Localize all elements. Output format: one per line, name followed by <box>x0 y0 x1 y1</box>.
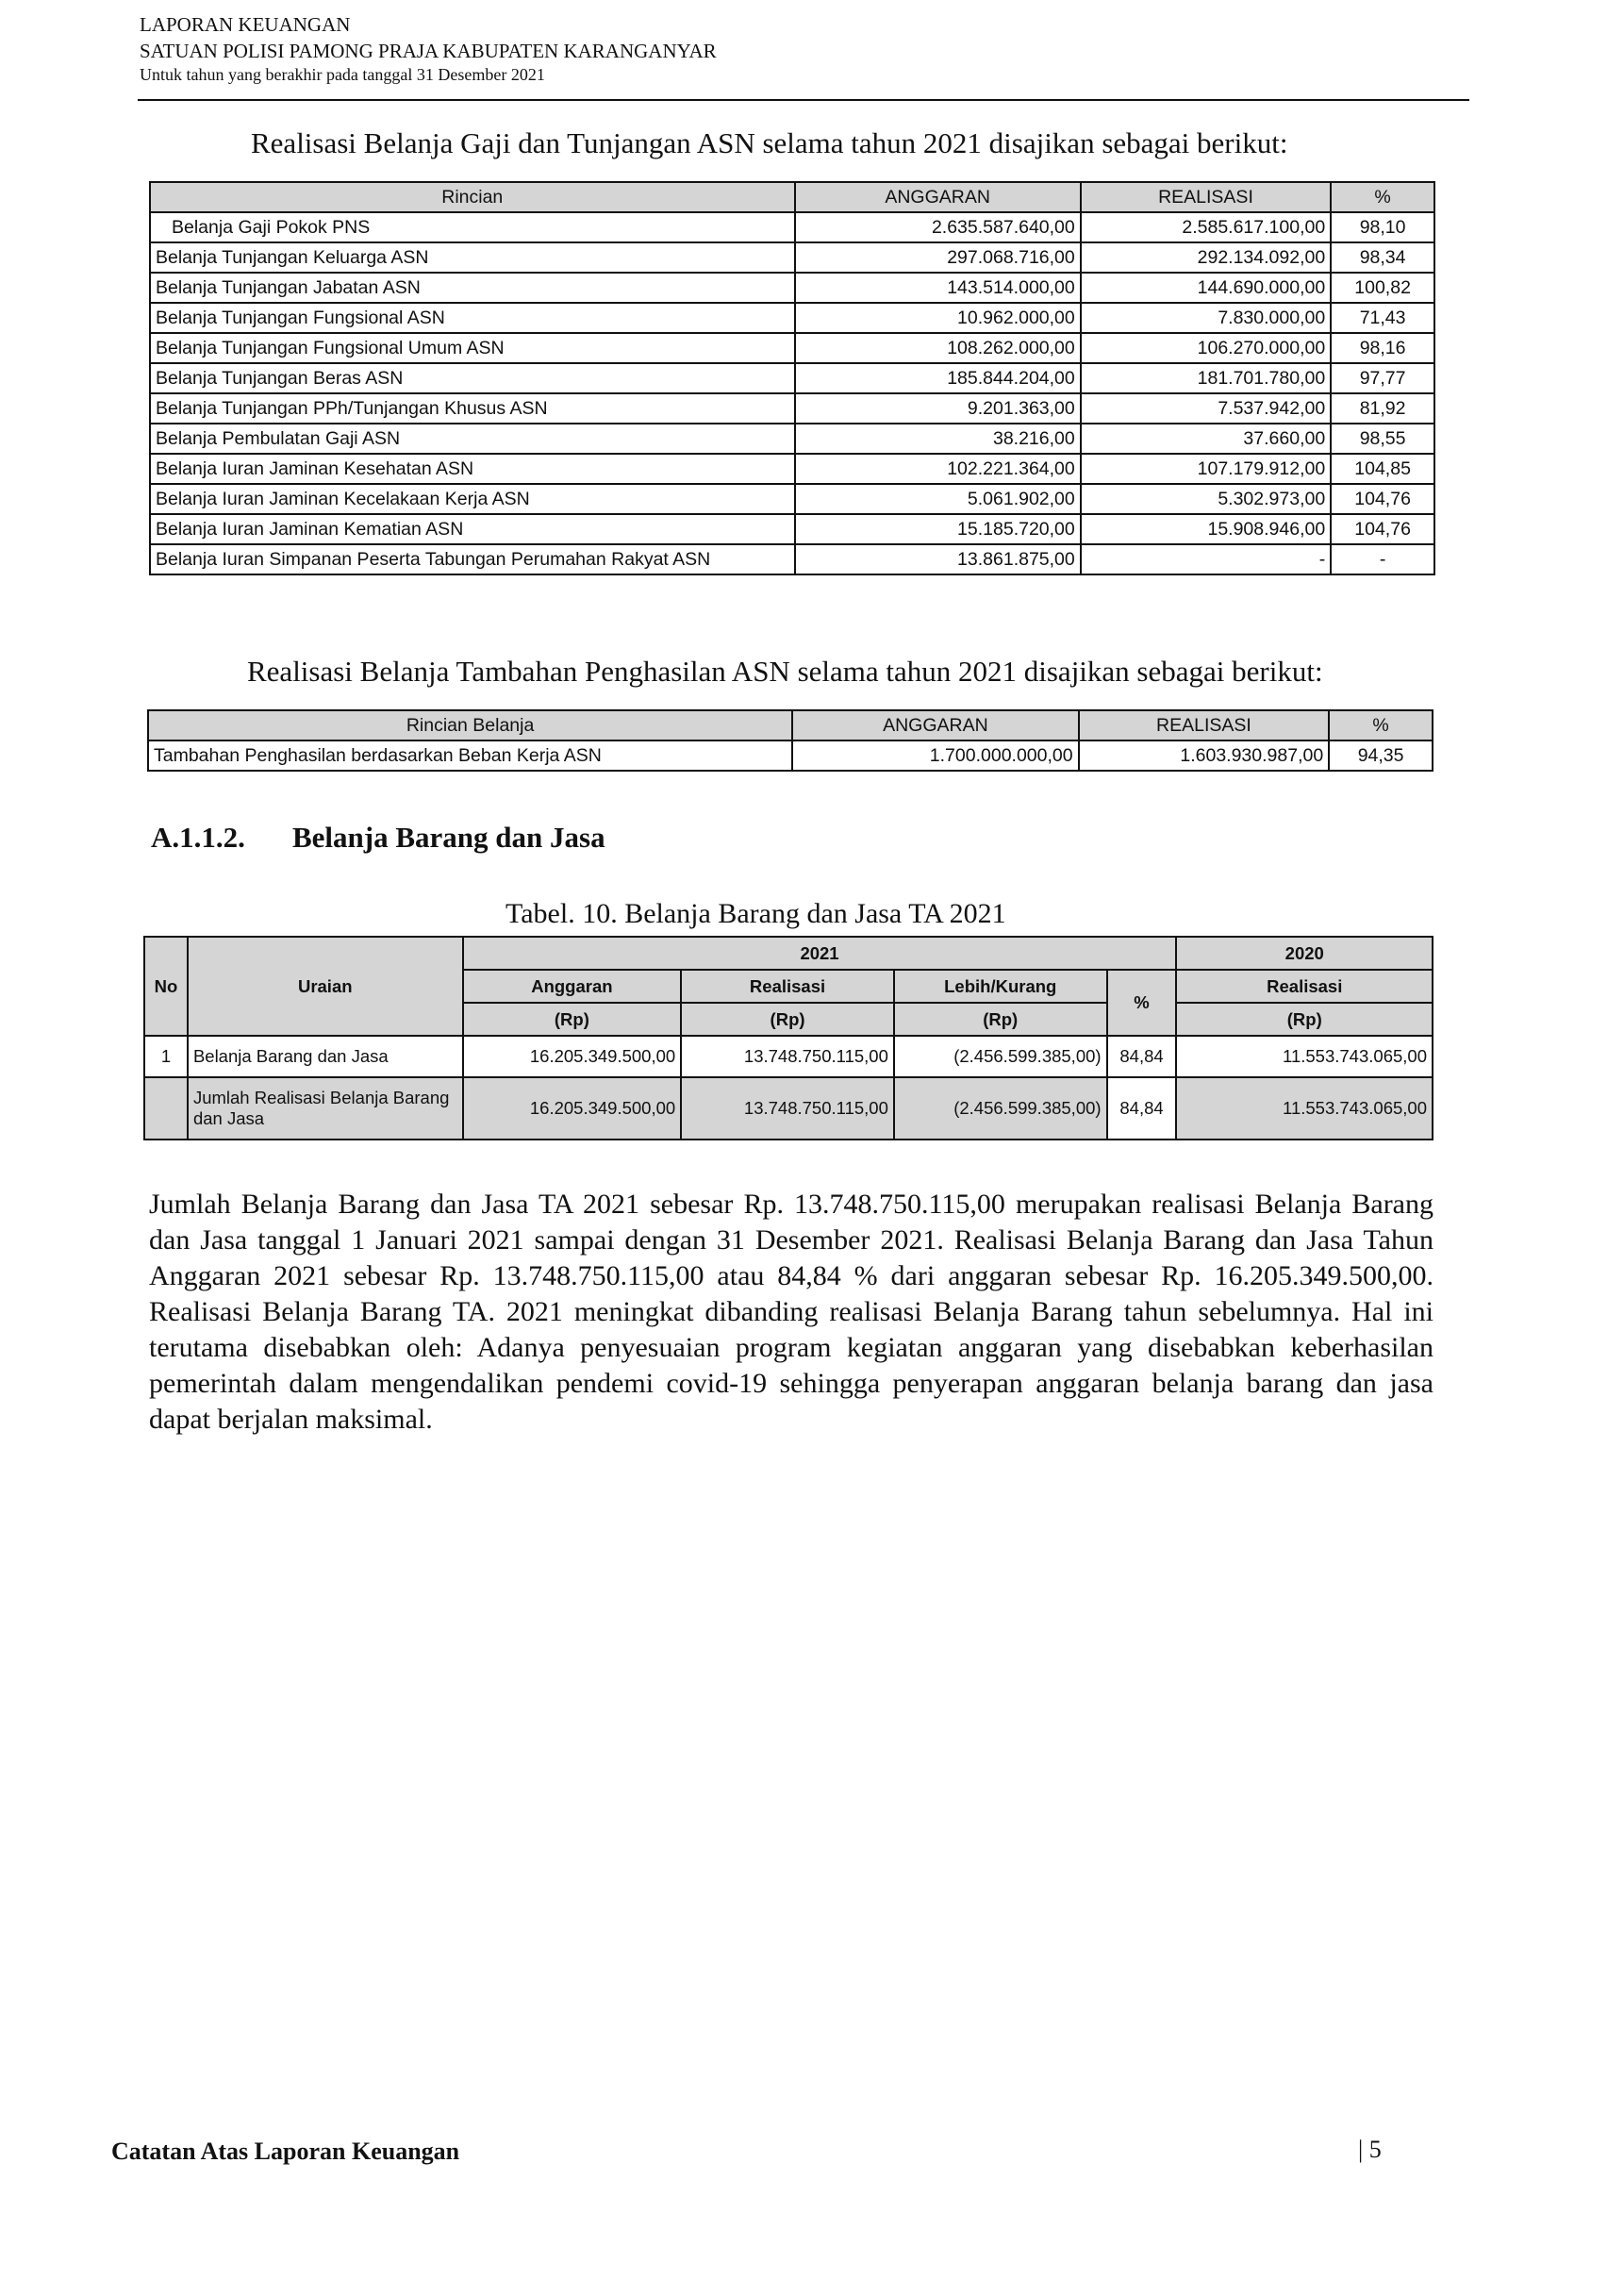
header-divider <box>138 99 1469 101</box>
cell-rincian: Belanja Iuran Jaminan Kematian ASN <box>150 514 795 544</box>
col-header-unit: (Rp) <box>1176 1003 1433 1036</box>
gaji-table-body <box>150 212 1434 574</box>
cell-rincian: Belanja Iuran Jaminan Kecelakaan Kerja ASN <box>150 484 795 514</box>
cell-anggaran: 10.962.000,00 <box>795 303 1081 333</box>
cell-percent: - <box>1331 544 1434 574</box>
total-label-line2: dan Jasa <box>192 1108 265 1128</box>
table-row <box>148 740 1433 771</box>
cell-anggaran: 297.068.716,00 <box>795 242 1081 273</box>
cell-realisasi: 107.179.912,00 <box>1081 454 1331 484</box>
table-total-row <box>144 1077 1433 1140</box>
cell-no: 1 <box>144 1036 188 1077</box>
cell-rincian: Belanja Tunjangan Fungsional ASN <box>150 303 795 333</box>
cell-realisasi: - <box>1081 544 1331 574</box>
cell-rincian: Belanja Tunjangan PPh/Tunjangan Khusus ASN <box>150 393 795 424</box>
page-number: | 5 <box>1358 2136 1382 2163</box>
cell-realisasi: 1.603.930.987,00 <box>1079 740 1330 771</box>
cell-rincian: Belanja Tunjangan Beras ASN <box>150 363 795 393</box>
col-header-uraian: Uraian <box>188 937 463 1036</box>
table-row <box>150 484 1434 514</box>
col-header-rincian-belanja: Rincian Belanja <box>148 710 792 740</box>
cell-anggaran: 16.205.349.500,00 <box>463 1036 682 1077</box>
section-number: A.1.1.2. <box>151 821 245 854</box>
table-row <box>150 424 1434 454</box>
header-period: Untuk tahun yang berakhir pada tanggal 31 Desember 2021 <box>140 65 545 84</box>
cell-percent: 104,76 <box>1331 484 1434 514</box>
col-header-lebih-kurang: Lebih/Kurang <box>894 970 1107 1003</box>
cell-anggaran: 185.844.204,00 <box>795 363 1081 393</box>
table-row <box>150 514 1434 544</box>
cell-anggaran: 13.861.875,00 <box>795 544 1081 574</box>
cell-anggaran: 2.635.587.640,00 <box>795 212 1081 242</box>
cell-percent: 98,55 <box>1331 424 1434 454</box>
gaji-table <box>149 181 1435 575</box>
col-header-unit: (Rp) <box>463 1003 682 1036</box>
cell-rincian: Belanja Tunjangan Keluarga ASN <box>150 242 795 273</box>
cell-percent: 97,77 <box>1331 363 1434 393</box>
section-title: Belanja Barang dan Jasa <box>292 821 605 854</box>
cell-realisasi-total: 13.748.750.115,00 <box>681 1077 894 1140</box>
cell-uraian-total <box>188 1077 463 1140</box>
table-row <box>150 303 1434 333</box>
col-header-realisasi: REALISASI <box>1081 182 1331 212</box>
barang-table <box>143 936 1433 1140</box>
table-row <box>150 544 1434 574</box>
col-header-2020: 2020 <box>1176 937 1433 970</box>
cell-anggaran: 143.514.000,00 <box>795 273 1081 303</box>
col-header-realisasi-2020: Realisasi <box>1176 970 1433 1003</box>
tpp-table <box>147 709 1433 772</box>
cell-rincian: Belanja Iuran Jaminan Kesehatan ASN <box>150 454 795 484</box>
table-row <box>150 363 1434 393</box>
body-paragraph: Jumlah Belanja Barang dan Jasa TA 2021 sebesar Rp. 13.748.750.115,00 merupakan realisasi Belanja Barang dan Jasa tanggal 1 Januari 2021 sampai dengan 31 Desember 2021. Realisasi Belanja Barang dan Jasa Tahun Anggaran 2021 sebesar Rp. 13.748.750.115,00 atau 84,84 % dari anggaran sebesar Rp. 16.205.349.500,00. Realisasi Belanja Barang TA. 2021 meningkat dibanding realisasi Belanja Barang tahun sebelumnya. Hal ini terutama disebabkan oleh: Adanya penyesuaian program kegiatan anggaran yang disebabkan keberhasilan pemerintah dalam mengendalikan pendemi covid-19 sehingga penyerapan anggaran belanja barang dan jasa dapat berjalan maksimal. <box>149 1189 1433 1435</box>
col-header-unit: (Rp) <box>681 1003 894 1036</box>
table-row <box>150 454 1434 484</box>
cell-anggaran: 102.221.364,00 <box>795 454 1081 484</box>
col-header-unit: (Rp) <box>894 1003 1107 1036</box>
cell-anggaran: 5.061.902,00 <box>795 484 1081 514</box>
cell-percent: 98,10 <box>1331 212 1434 242</box>
col-header-anggaran: Anggaran <box>463 970 682 1003</box>
header-title: LAPORAN KEUANGAN <box>140 13 351 36</box>
cell-percent: 100,82 <box>1331 273 1434 303</box>
cell-realisasi: 106.270.000,00 <box>1081 333 1331 363</box>
cell-anggaran: 15.185.720,00 <box>795 514 1081 544</box>
col-header-anggaran: ANGGARAN <box>792 710 1078 740</box>
cell-anggaran: 38.216,00 <box>795 424 1081 454</box>
cell-uraian: Belanja Barang dan Jasa <box>188 1036 463 1077</box>
page-header <box>140 11 1469 85</box>
col-header-rincian: Rincian <box>150 182 795 212</box>
cell-realisasi: 7.830.000,00 <box>1081 303 1331 333</box>
barang-caption: Tabel. 10. Belanja Barang dan Jasa TA 2021 <box>505 898 1006 929</box>
col-header-realisasi: REALISASI <box>1079 710 1330 740</box>
cell-realisasi-2020: 11.553.743.065,00 <box>1176 1036 1433 1077</box>
table-row <box>144 1036 1433 1077</box>
gaji-caption: Realisasi Belanja Gaji dan Tunjangan ASN selama tahun 2021 disajikan sebagai berikut: <box>251 126 1288 159</box>
cell-realisasi: 37.660,00 <box>1081 424 1331 454</box>
cell-anggaran: 9.201.363,00 <box>795 393 1081 424</box>
table-header-row <box>150 182 1434 212</box>
cell-realisasi-2020-total: 11.553.743.065,00 <box>1176 1077 1433 1140</box>
cell-rincian: Belanja Pembulatan Gaji ASN <box>150 424 795 454</box>
cell-realisasi: 292.134.092,00 <box>1081 242 1331 273</box>
cell-lebih-kurang-total: (2.456.599.385,00) <box>894 1077 1107 1140</box>
cell-percent: 104,85 <box>1331 454 1434 484</box>
cell-percent: 84,84 <box>1107 1036 1177 1077</box>
col-header-percent: % <box>1107 970 1177 1036</box>
cell-percent: 98,16 <box>1331 333 1434 363</box>
table-row <box>150 212 1434 242</box>
col-header-anggaran: ANGGARAN <box>795 182 1081 212</box>
cell-percent: 81,92 <box>1331 393 1434 424</box>
cell-realisasi: 181.701.780,00 <box>1081 363 1331 393</box>
cell-anggaran: 1.700.000.000,00 <box>792 740 1078 771</box>
cell-realisasi: 5.302.973,00 <box>1081 484 1331 514</box>
cell-realisasi: 13.748.750.115,00 <box>681 1036 894 1077</box>
cell-realisasi: 144.690.000,00 <box>1081 273 1331 303</box>
cell-rincian: Tambahan Penghasilan berdasarkan Beban Kerja ASN <box>148 740 792 771</box>
table-row <box>150 242 1434 273</box>
col-header-no: No <box>144 937 188 1036</box>
table-header-row <box>148 710 1433 740</box>
header-agency: SATUAN POLISI PAMONG PRAJA KABUPATEN KARANGANYAR <box>140 40 717 62</box>
col-header-percent: % <box>1331 182 1434 212</box>
table-row <box>150 273 1434 303</box>
cell-rincian: Belanja Iuran Simpanan Peserta Tabungan Perumahan Rakyat ASN <box>150 544 795 574</box>
cell-realisasi: 15.908.946,00 <box>1081 514 1331 544</box>
cell-realisasi: 2.585.617.100,00 <box>1081 212 1331 242</box>
cell-percent: 94,35 <box>1329 740 1433 771</box>
tpp-caption: Realisasi Belanja Tambahan Penghasilan ASN selama tahun 2021 disajikan sebagai berikut: <box>247 655 1323 688</box>
cell-percent-total: 84,84 <box>1107 1077 1177 1140</box>
total-label-line1: Jumlah Realisasi Belanja Barang <box>192 1088 450 1107</box>
col-header-realisasi: Realisasi <box>681 970 894 1003</box>
cell-no-empty <box>144 1077 188 1140</box>
cell-percent: 71,43 <box>1331 303 1434 333</box>
col-header-percent: % <box>1329 710 1433 740</box>
cell-anggaran: 108.262.000,00 <box>795 333 1081 363</box>
table-row <box>150 333 1434 363</box>
cell-lebih-kurang: (2.456.599.385,00) <box>894 1036 1107 1077</box>
cell-percent: 104,76 <box>1331 514 1434 544</box>
cell-rincian: Belanja Gaji Pokok PNS <box>150 212 795 242</box>
cell-rincian: Belanja Tunjangan Jabatan ASN <box>150 273 795 303</box>
cell-percent: 98,34 <box>1331 242 1434 273</box>
footer-title: Catatan Atas Laporan Keuangan <box>111 2138 460 2165</box>
cell-rincian: Belanja Tunjangan Fungsional Umum ASN <box>150 333 795 363</box>
col-header-2021: 2021 <box>463 937 1177 970</box>
cell-realisasi: 7.537.942,00 <box>1081 393 1331 424</box>
section-heading <box>151 821 605 855</box>
cell-anggaran-total: 16.205.349.500,00 <box>463 1077 682 1140</box>
table-header-row <box>144 937 1433 970</box>
table-row <box>150 393 1434 424</box>
